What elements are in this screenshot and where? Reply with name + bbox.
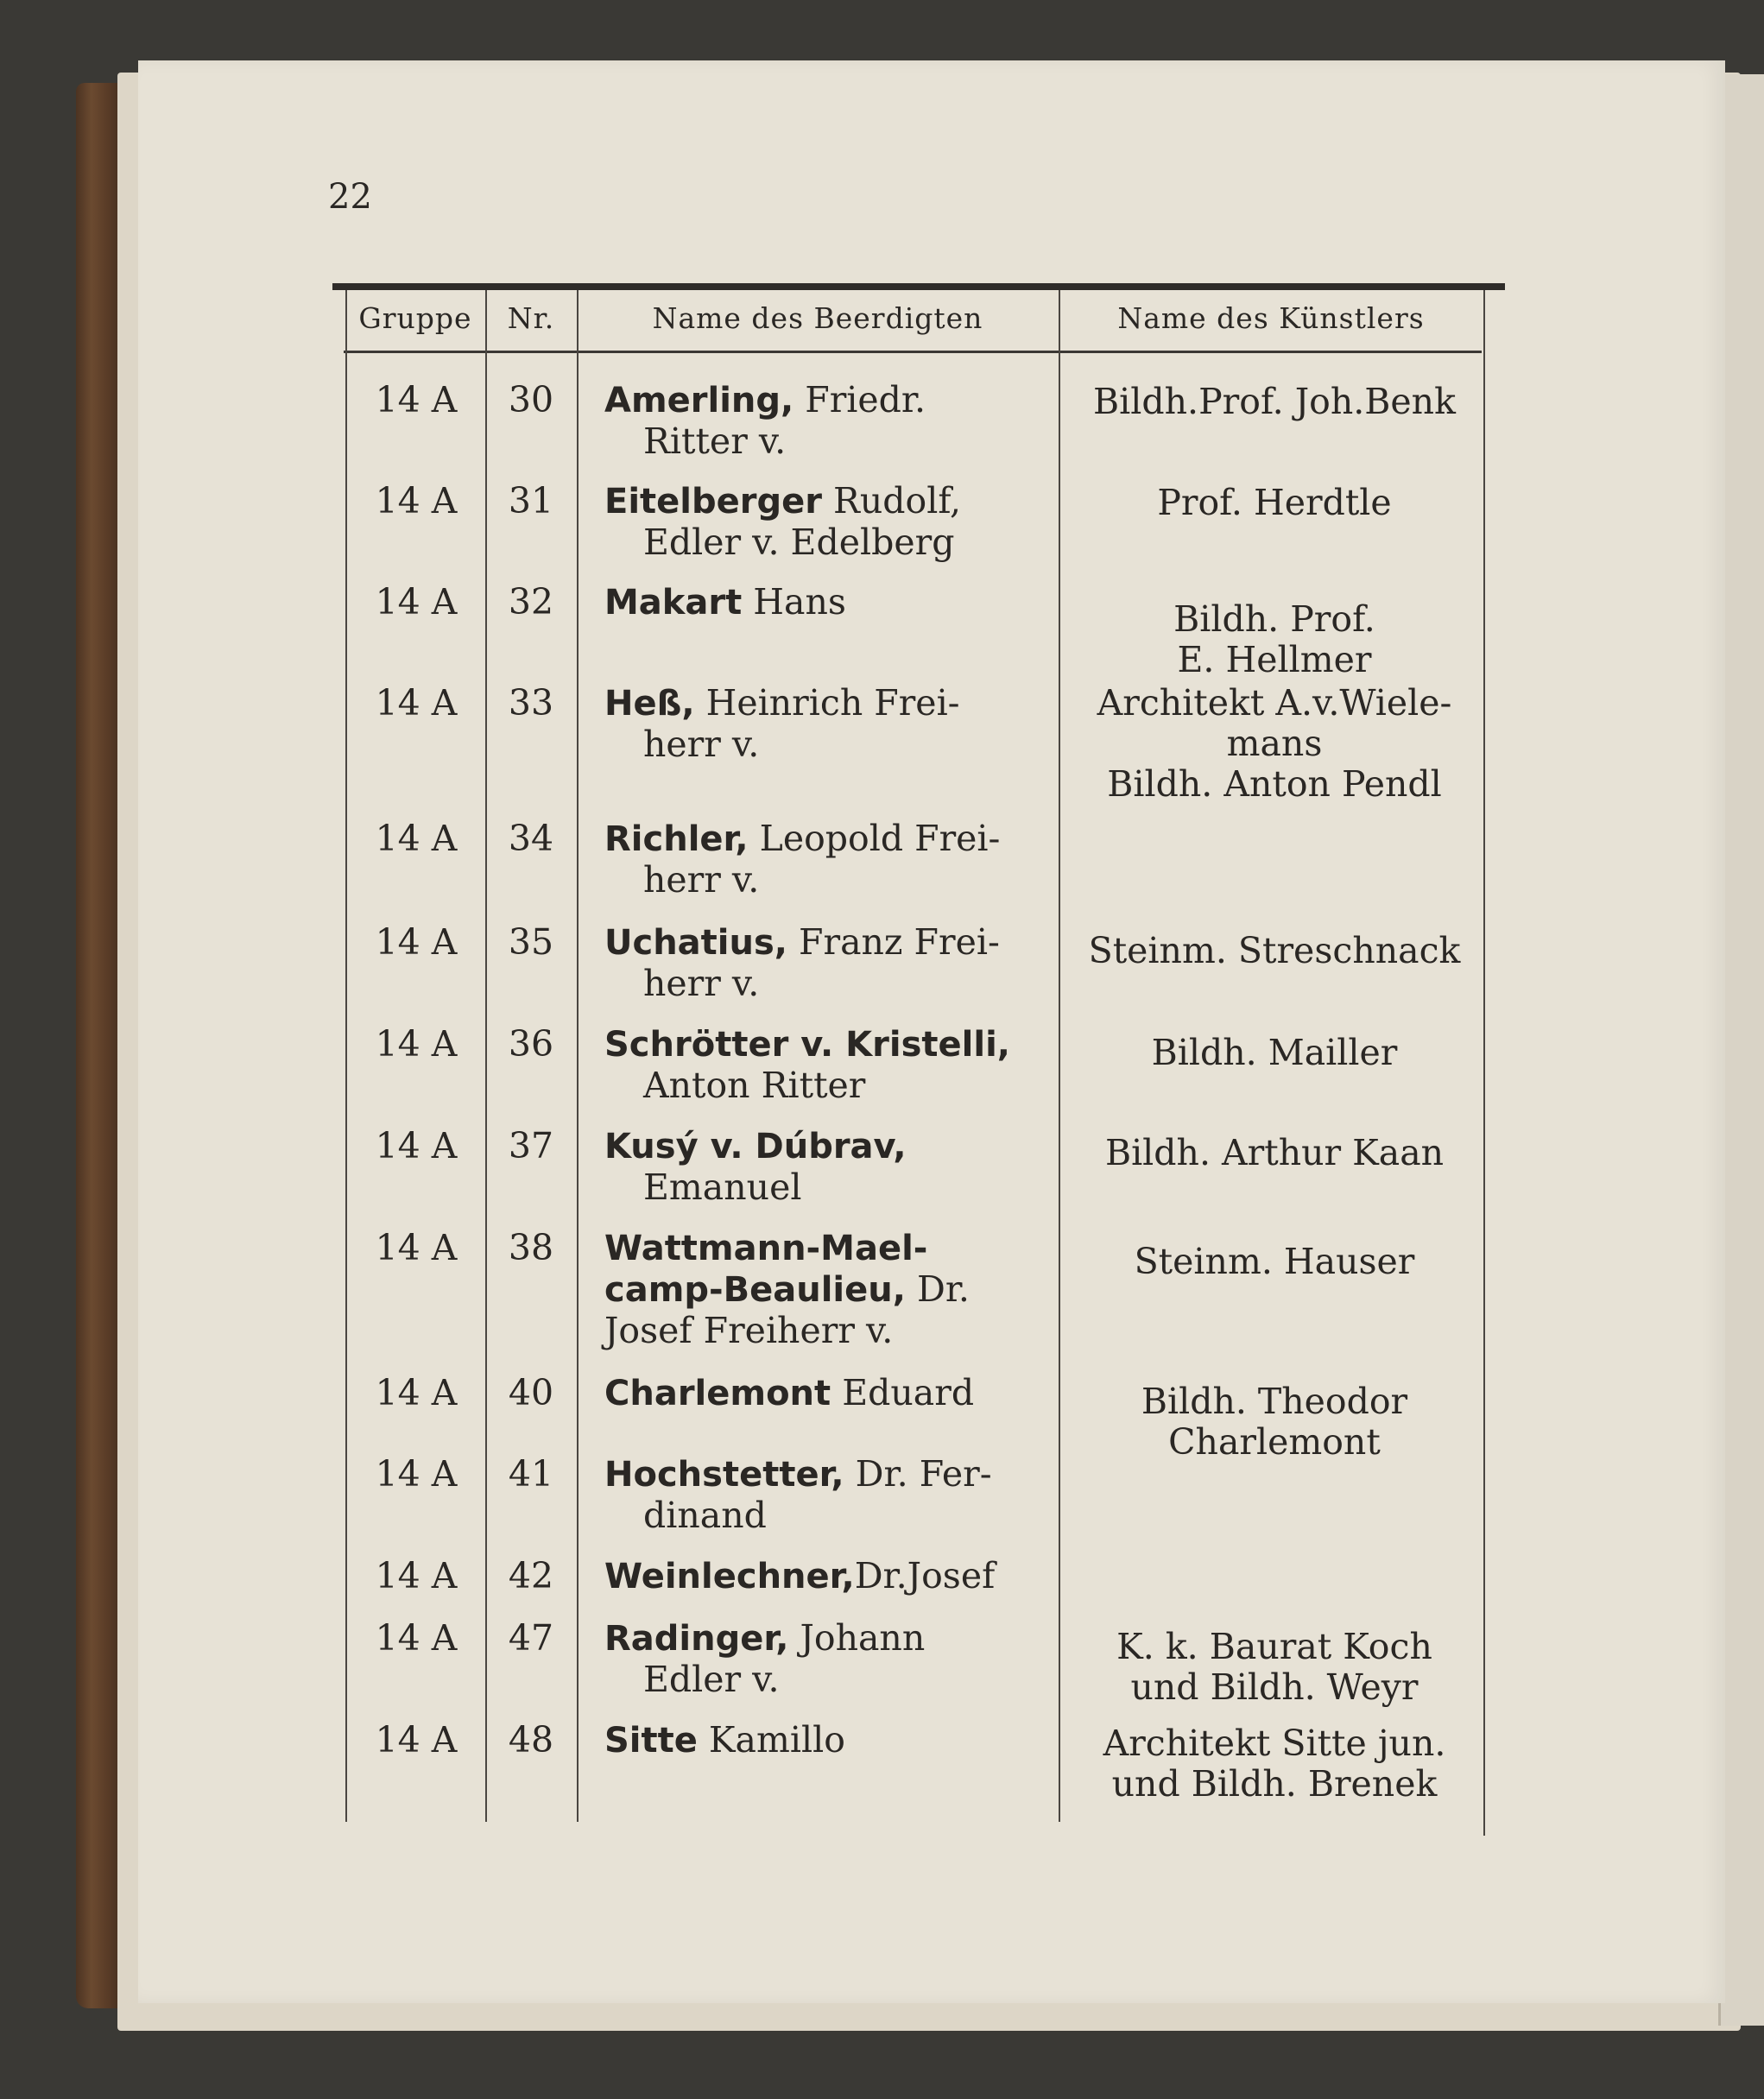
- artist-name: [1067, 1627, 1482, 1708]
- header-deceased-label: Name des Beerdigten: [652, 300, 983, 335]
- column-divider: [345, 290, 347, 1822]
- row-number: 36: [508, 1023, 554, 1065]
- deceased-name-line: [604, 1556, 1053, 1597]
- deceased-name-line: [604, 1228, 1053, 1269]
- artist-name: [1067, 483, 1482, 523]
- deceased-name: [604, 1373, 1053, 1414]
- deceased-name: [604, 819, 1053, 901]
- deceased-name: [604, 1556, 1053, 1597]
- row-number: 34: [508, 818, 554, 859]
- deceased-name: [604, 922, 1053, 1004]
- row-group: 14 A: [375, 379, 458, 420]
- deceased-given-name: Franz Frei-: [787, 921, 1000, 963]
- column-divider: [1059, 290, 1060, 1822]
- artist-name-line: Architekt Sitte jun.: [1103, 1723, 1446, 1764]
- row-group: 14 A: [375, 581, 458, 623]
- header-deceased: [577, 294, 1059, 342]
- artist-name-line: Bildh. Theodor: [1141, 1381, 1408, 1422]
- row-group: 14 A: [375, 1372, 458, 1413]
- artist-name-line: Steinm. Streschnack: [1088, 930, 1461, 971]
- deceased-given-name: Johann: [788, 1617, 926, 1659]
- deceased-name-line: [604, 1720, 1053, 1761]
- row-group: 14 A: [375, 1453, 458, 1495]
- page-number: 22: [328, 177, 372, 217]
- deceased-name-continuation: Emanuel: [643, 1166, 802, 1208]
- deceased-name-continuation: Edler v.: [643, 1659, 780, 1700]
- deceased-surname: Sitte: [604, 1721, 698, 1761]
- column-divider: [485, 290, 487, 1822]
- deceased-given-name: Kamillo: [697, 1719, 845, 1761]
- deceased-given-name: Heinrich Frei-: [694, 682, 960, 724]
- deceased-name-continuation: herr v.: [643, 724, 760, 765]
- deceased-name-line: [604, 1269, 1053, 1311]
- row-number: 31: [508, 480, 554, 522]
- deceased-given-name: Dr.: [905, 1268, 970, 1310]
- deceased-surname: Charlemont: [604, 1374, 831, 1413]
- header-group-label: Gruppe: [358, 300, 472, 335]
- artist-name: [1067, 1242, 1482, 1282]
- artist-name-line: Bildh. Prof.: [1173, 598, 1375, 640]
- deceased-name-continuation: Ritter v.: [643, 420, 787, 462]
- deceased-surname: Eitelberger: [604, 482, 822, 522]
- deceased-name-line: [604, 1618, 1053, 1660]
- column-divider: [577, 290, 579, 1822]
- row-number: 42: [508, 1555, 554, 1596]
- artist-name-line: mans: [1226, 723, 1323, 764]
- artist-name: [1067, 931, 1482, 971]
- deceased-name-continuation: Edler v. Edelberg: [643, 522, 955, 563]
- deceased-name-line: [604, 819, 1053, 860]
- row-number: 30: [508, 379, 554, 420]
- artist-name-line: Architekt A.v.Wiele-: [1097, 682, 1452, 724]
- deceased-name-line: [604, 1454, 1053, 1495]
- deceased-given-name: Dr. Fer-: [844, 1453, 992, 1495]
- deceased-surname: Hochstetter,: [604, 1455, 844, 1495]
- deceased-name: [604, 1126, 1053, 1208]
- row-number: 38: [508, 1227, 554, 1268]
- deceased-name: [604, 1024, 1053, 1106]
- artist-name-line: Bildh. Arthur Kaan: [1104, 1132, 1445, 1173]
- deceased-surname: Uchatius,: [604, 923, 787, 963]
- row-group: 14 A: [375, 480, 458, 522]
- row-number: 37: [508, 1125, 554, 1166]
- deceased-surname: Wattmann-Mael-: [604, 1229, 928, 1268]
- deceased-surname: Richler,: [604, 819, 749, 859]
- deceased-name-continuation: Anton Ritter: [643, 1065, 866, 1106]
- deceased-given-name: Rudolf,: [821, 480, 962, 522]
- artist-name: [1067, 599, 1482, 680]
- artist-name-line: Bildh. Anton Pendl: [1107, 763, 1442, 805]
- deceased-name-line: [604, 582, 1053, 623]
- artist-name: [1067, 1133, 1482, 1173]
- row-group: 14 A: [375, 1227, 458, 1268]
- deceased-name: [604, 1720, 1053, 1761]
- deceased-name: [604, 481, 1053, 563]
- deceased-name-line: [604, 380, 1053, 421]
- deceased-surname: Weinlechner,: [604, 1557, 855, 1596]
- row-group: 14 A: [375, 1617, 458, 1659]
- artist-name: [1067, 1723, 1482, 1805]
- row-group: 14 A: [375, 1555, 458, 1596]
- artist-name: [1067, 1381, 1482, 1463]
- row-group: 14 A: [375, 818, 458, 859]
- row-group: 14 A: [375, 921, 458, 963]
- header-artist: [1059, 294, 1483, 342]
- deceased-given-name: Eduard: [831, 1372, 975, 1413]
- artist-name-line: Bildh.Prof. Joh.Benk: [1093, 381, 1456, 422]
- deceased-name-continuation: dinand: [643, 1495, 767, 1536]
- deceased-name: [604, 1454, 1053, 1536]
- deceased-given-name: Dr.Josef: [854, 1555, 996, 1596]
- row-number: 41: [508, 1453, 554, 1495]
- deceased-name-line: [604, 922, 1053, 964]
- deceased-given-name: Hans: [742, 581, 846, 623]
- artist-name-line: Steinm. Hauser: [1134, 1241, 1415, 1282]
- artist-name-line: E. Hellmer: [1177, 639, 1372, 680]
- deceased-surname: Radinger,: [604, 1619, 789, 1659]
- deceased-name-line: [604, 1024, 1053, 1065]
- deceased-given-name: Leopold Frei-: [748, 818, 1001, 859]
- deceased-name-line: [604, 1373, 1053, 1414]
- artist-name-line: Prof. Herdtle: [1157, 482, 1392, 523]
- row-group: 14 A: [375, 682, 458, 724]
- header-nr-label: Nr.: [507, 300, 555, 335]
- header-nr: [485, 294, 577, 342]
- deceased-surname: Schrötter v. Kristelli,: [604, 1025, 1010, 1065]
- deceased-name-continuation: Josef Freiherr v.: [604, 1310, 894, 1351]
- artist-name: [1067, 382, 1482, 422]
- artist-name-line: Charlemont: [1168, 1421, 1381, 1463]
- row-group: 14 A: [375, 1023, 458, 1065]
- artist-name: [1067, 683, 1482, 805]
- row-number: 48: [508, 1719, 554, 1761]
- header-group: [345, 294, 485, 342]
- deceased-name: [604, 683, 1053, 765]
- row-number: 33: [508, 682, 554, 724]
- artist-name-line: und Bildh. Weyr: [1130, 1666, 1419, 1708]
- artist-name-line: Bildh. Mailler: [1151, 1032, 1398, 1073]
- deceased-surname: Heß,: [604, 684, 695, 724]
- column-divider: [1483, 290, 1485, 1836]
- deceased-surname: Amerling,: [604, 381, 794, 420]
- deceased-name: [604, 1618, 1053, 1700]
- deceased-name-line: [604, 481, 1053, 522]
- row-group: 14 A: [375, 1125, 458, 1166]
- row-number: 47: [508, 1617, 554, 1659]
- deceased-surname: Makart: [604, 583, 743, 623]
- deceased-surname: Kusý v. Dúbrav,: [604, 1127, 907, 1166]
- deceased-name: [604, 1228, 1053, 1351]
- artist-name-line: und Bildh. Brenek: [1111, 1763, 1438, 1805]
- artist-name-line: K. k. Baurat Koch: [1116, 1626, 1432, 1667]
- deceased-name: [604, 380, 1053, 462]
- deceased-given-name: Friedr.: [793, 379, 926, 420]
- deceased-name-line: [604, 1126, 1053, 1167]
- header-bottom-rule: [344, 351, 1482, 353]
- row-number: 35: [508, 921, 554, 963]
- artist-name: [1067, 1033, 1482, 1073]
- row-number: 40: [508, 1372, 554, 1413]
- deceased-name-continuation: herr v.: [643, 859, 760, 901]
- row-number: 32: [508, 581, 554, 623]
- table-top-rule: [332, 283, 1505, 290]
- deceased-name-line: [604, 683, 1053, 724]
- deceased-name: [604, 582, 1053, 623]
- deceased-name-continuation: herr v.: [643, 963, 760, 1004]
- deceased-surname-continued: camp-Beaulieu,: [604, 1270, 906, 1310]
- header-artist-label: Name des Künstlers: [1117, 300, 1425, 335]
- row-group: 14 A: [375, 1719, 458, 1761]
